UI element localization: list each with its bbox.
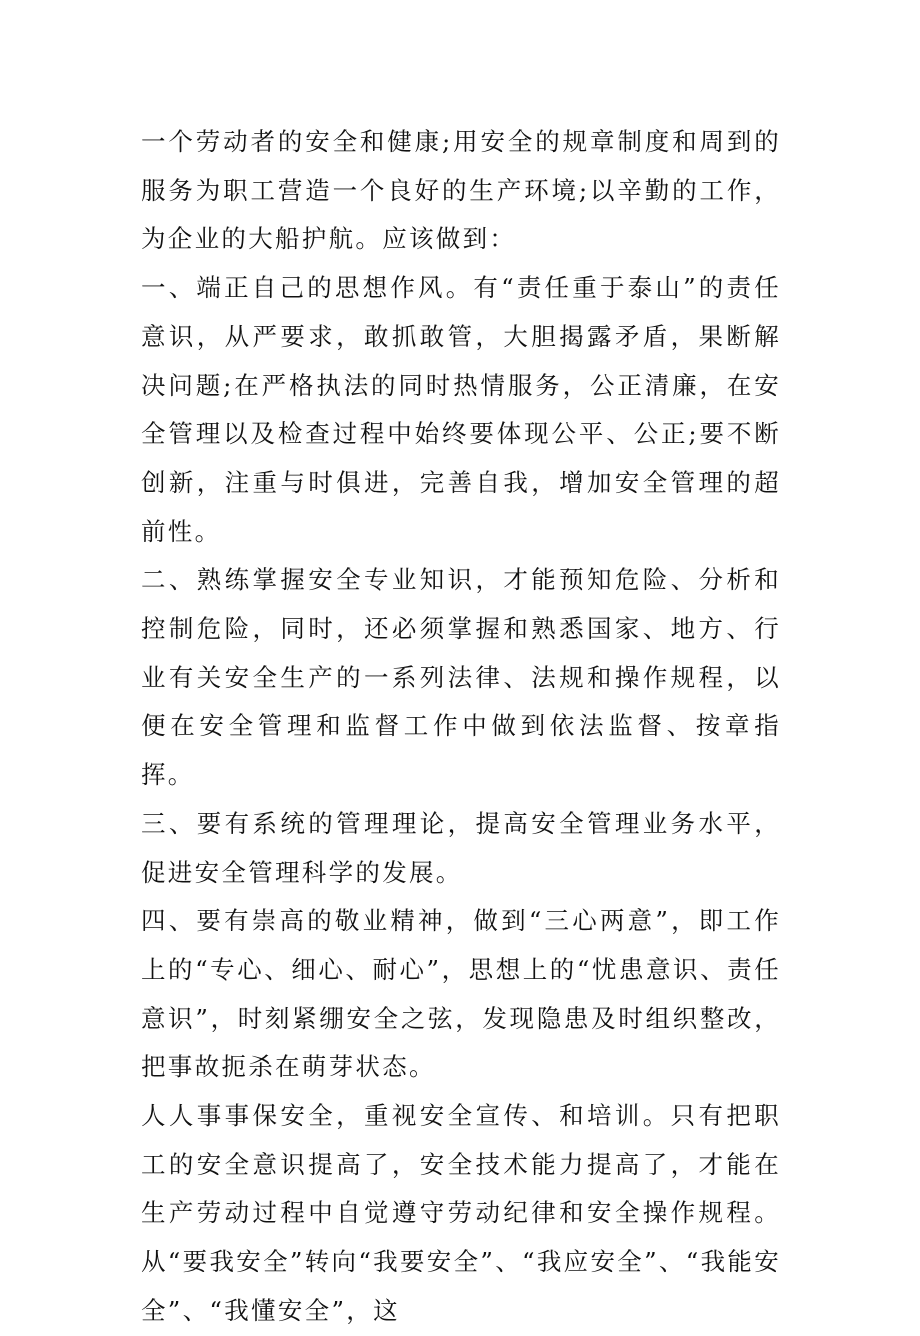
paragraph-point-3: 三、要有系统的管理理论，提高安全管理业务水平，促进安全管理科学的发展。: [141, 808, 781, 887]
paragraph-point-4: 四、要有崇高的敬业精神，做到“三心两意”，即工作上的“专心、细心、耐心”，思想上的“忧患意识、责任意识”，时刻紧绷安全之弦，发现隐患及时组织整改，把事故扼杀在萌芽状态。: [141, 906, 781, 1082]
paragraph-safety-training: 人人事事保安全，重视安全宣传、和培训。只有把职工的安全意识提高了，安全技术能力提高了，才能在生产劳动过程中自觉遵守劳动纪律和安全操作规程。从“要我安全”转向“我要安全”、“我应安全”、“我能安全”、“我懂安全”，这: [141, 1101, 781, 1325]
document-body: [141, 118, 781, 1336]
paragraph-intro: 一个劳动者的安全和健康;用安全的规章制度和周到的服务为职工营造一个良好的生产环境;以辛勤的工作，为企业的大船护航。应该做到：: [141, 127, 781, 254]
paragraph-point-2: 二、熟练掌握安全专业知识，才能预知危险、分析和控制危险，同时，还必须掌握和熟悉国家、地方、行业有关安全生产的一系列法律、法规和操作规程，以便在安全管理和监督工作中做到依法监督、按章指挥。: [141, 565, 781, 790]
paragraph-point-1: 一、端正自己的思想作风。有“责任重于泰山”的责任意识，从严要求，敢抓敢管，大胆揭露矛盾，果断解决问题;在严格执法的同时热情服务，公正清廉，在安全管理以及检查过程中始终要体现公平、公正;要不断创新，注重与时俱进，完善自我，增加安全管理的超前性。: [141, 273, 781, 546]
